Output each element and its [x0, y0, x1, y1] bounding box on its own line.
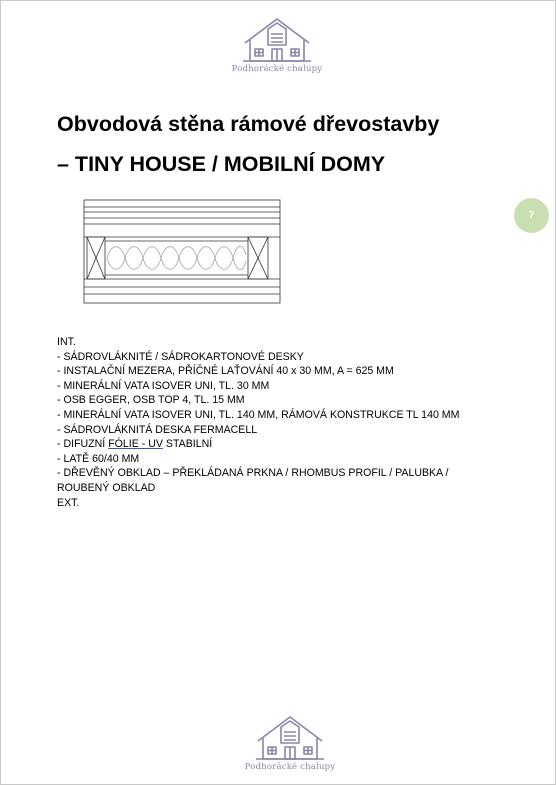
interior-label: INT. — [57, 336, 76, 348]
layer-item: - MINERÁLNÍ VATA ISOVER UNI, TL. 30 MM — [57, 379, 270, 392]
layer-item: - MINERÁLNÍ VATA ISOVER UNI, TL. 140 MM, RÁMOVÁ KONSTRUKCE TL 140 MM — [57, 408, 460, 421]
house-logo-icon — [254, 713, 326, 761]
header-logo — [217, 15, 337, 74]
foil-prefix: - DIFUZNÍ — [57, 438, 109, 451]
exterior-label: EXT. — [57, 496, 80, 509]
layer-item: - OSB EGGER, OSB TOP 4, TL. 15 MM — [57, 394, 245, 407]
brand-name: Podhorácké chalupy — [231, 64, 323, 74]
wall-section-drawing — [83, 199, 283, 305]
layer-item-continued: ROUBENÝ OBKLAD — [57, 481, 156, 494]
house-logo-icon — [241, 15, 313, 63]
layer-item-foil — [57, 437, 517, 452]
page-subtitle: – TINY HOUSE / MOBILNÍ DOMY — [57, 152, 386, 176]
foil-link-text: FÓLIE - UV — [108, 438, 163, 451]
layer-item: - SÁDROVLÁKNITÁ DESKA FERMACELL — [57, 423, 258, 436]
page-number-badge: 7 — [514, 198, 549, 233]
layer-item: - DŘEVĚNÝ OBKLAD – PŘEKLÁDANÁ PRKNA / RHOMBUS PROFIL / PALUBKA / — [57, 467, 449, 480]
wall-composition — [57, 335, 517, 510]
page-title: Obvodová stěna rámové dřevostavby — [57, 112, 440, 136]
layer-item: - LATĚ 60/40 MM — [57, 452, 140, 465]
brand-name: Podhorácké chalupy — [244, 762, 336, 772]
foil-suffix: STABILNÍ — [162, 438, 213, 451]
layer-item: - INSTALAČNÍ MEZERA, PŘÍČNÉ LAŤOVÁNÍ 40 x 30 MM, A = 625 MM — [57, 365, 394, 378]
footer-logo — [230, 713, 350, 772]
layer-item: - SÁDROVLÁKNITÉ / SÁDROKARTONOVÉ DESKY — [57, 350, 304, 363]
